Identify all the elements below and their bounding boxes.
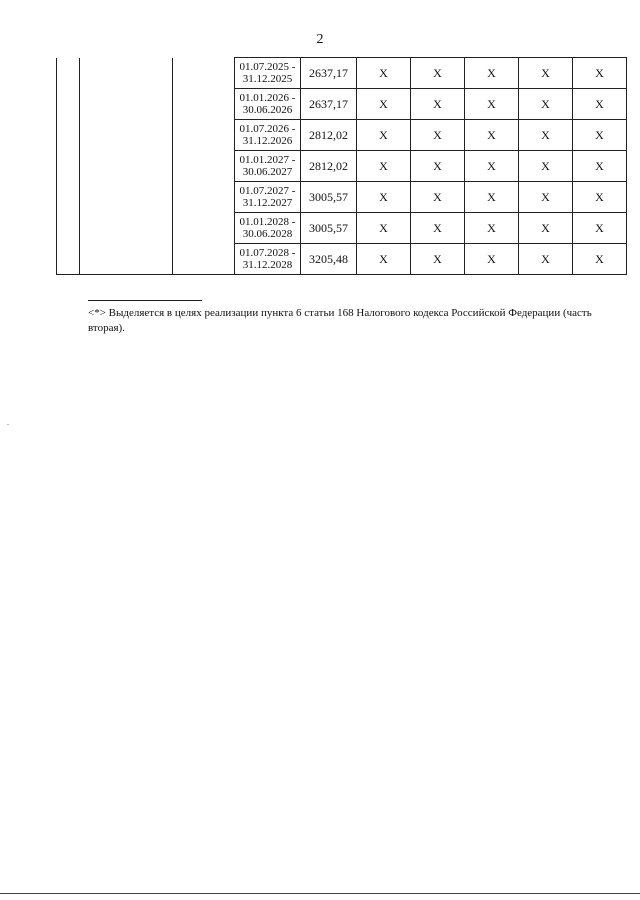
mark-cell: X — [411, 182, 465, 213]
period-cell — [235, 244, 301, 275]
page-number: 2 — [316, 32, 324, 47]
period-cell — [235, 58, 301, 89]
mark-cell: X — [519, 182, 573, 213]
period-start: 01.01.2026 - — [239, 92, 296, 104]
mark-cell: X — [519, 151, 573, 182]
mark-cell: X — [411, 89, 465, 120]
mark-cell: X — [573, 58, 627, 89]
tariff-value-cell: 3205,48 — [301, 244, 357, 275]
tariff-value-cell: 2812,02 — [301, 151, 357, 182]
tariff-value-cell: 2637,17 — [301, 58, 357, 89]
period-start: 01.07.2026 - — [239, 123, 296, 135]
tariff-table — [56, 57, 627, 275]
period-start: 01.07.2028 - — [239, 247, 296, 259]
mark-cell: X — [357, 213, 411, 244]
mark-cell: X — [519, 244, 573, 275]
mark-cell: X — [519, 89, 573, 120]
footnote-divider — [88, 300, 202, 301]
mark-cell: X — [573, 213, 627, 244]
mark-cell: X — [357, 182, 411, 213]
mark-cell: X — [411, 151, 465, 182]
period-end: 31.12.2027 — [242, 197, 293, 209]
blank-cell-type — [173, 58, 235, 275]
mark-cell: X — [465, 213, 519, 244]
mark-cell: X — [357, 58, 411, 89]
period-end: 30.06.2028 — [242, 228, 293, 240]
mark-cell: X — [573, 120, 627, 151]
mark-cell: X — [573, 89, 627, 120]
period-end: 30.06.2027 — [242, 166, 293, 178]
period-cell — [235, 89, 301, 120]
mark-cell: X — [519, 213, 573, 244]
footnote-text: <*> Выделяется в целях реализации пункта 6 статьи 168 Налогового кодекса Российской Федерации (часть вторая). — [88, 307, 592, 334]
table-row — [57, 58, 627, 89]
period-start: 01.07.2027 - — [239, 185, 296, 197]
mark-cell: X — [411, 244, 465, 275]
scan-mark: . — [7, 418, 9, 427]
period-cell — [235, 213, 301, 244]
mark-cell: X — [465, 120, 519, 151]
period-cell — [235, 182, 301, 213]
mark-cell: X — [519, 120, 573, 151]
period-end: 31.12.2026 — [242, 135, 293, 147]
blank-cell-name — [80, 58, 173, 275]
blank-cell-number — [57, 58, 80, 275]
mark-cell: X — [465, 89, 519, 120]
mark-cell: X — [465, 58, 519, 89]
mark-cell: X — [357, 120, 411, 151]
mark-cell: X — [519, 58, 573, 89]
mark-cell: X — [465, 244, 519, 275]
mark-cell: X — [573, 244, 627, 275]
mark-cell: X — [573, 182, 627, 213]
period-cell — [235, 120, 301, 151]
mark-cell: X — [357, 244, 411, 275]
tariff-value-cell: 3005,57 — [301, 182, 357, 213]
mark-cell: X — [465, 182, 519, 213]
mark-cell: X — [411, 120, 465, 151]
mark-cell: X — [357, 151, 411, 182]
mark-cell: X — [573, 151, 627, 182]
bottom-edge-line — [0, 893, 640, 894]
tariff-table-body — [57, 58, 627, 275]
mark-cell: X — [357, 89, 411, 120]
mark-cell: X — [411, 58, 465, 89]
period-end: 31.12.2028 — [242, 259, 293, 271]
tariff-value-cell: 2812,02 — [301, 120, 357, 151]
period-end: 30.06.2026 — [242, 104, 293, 116]
tariff-value-cell: 3005,57 — [301, 213, 357, 244]
mark-cell: X — [411, 213, 465, 244]
tariff-value-cell: 2637,17 — [301, 89, 357, 120]
period-start: 01.01.2027 - — [239, 154, 296, 166]
period-cell — [235, 151, 301, 182]
period-end: 31.12.2025 — [242, 73, 293, 85]
mark-cell: X — [465, 151, 519, 182]
period-start: 01.01.2028 - — [239, 216, 296, 228]
period-start: 01.07.2025 - — [239, 61, 296, 73]
